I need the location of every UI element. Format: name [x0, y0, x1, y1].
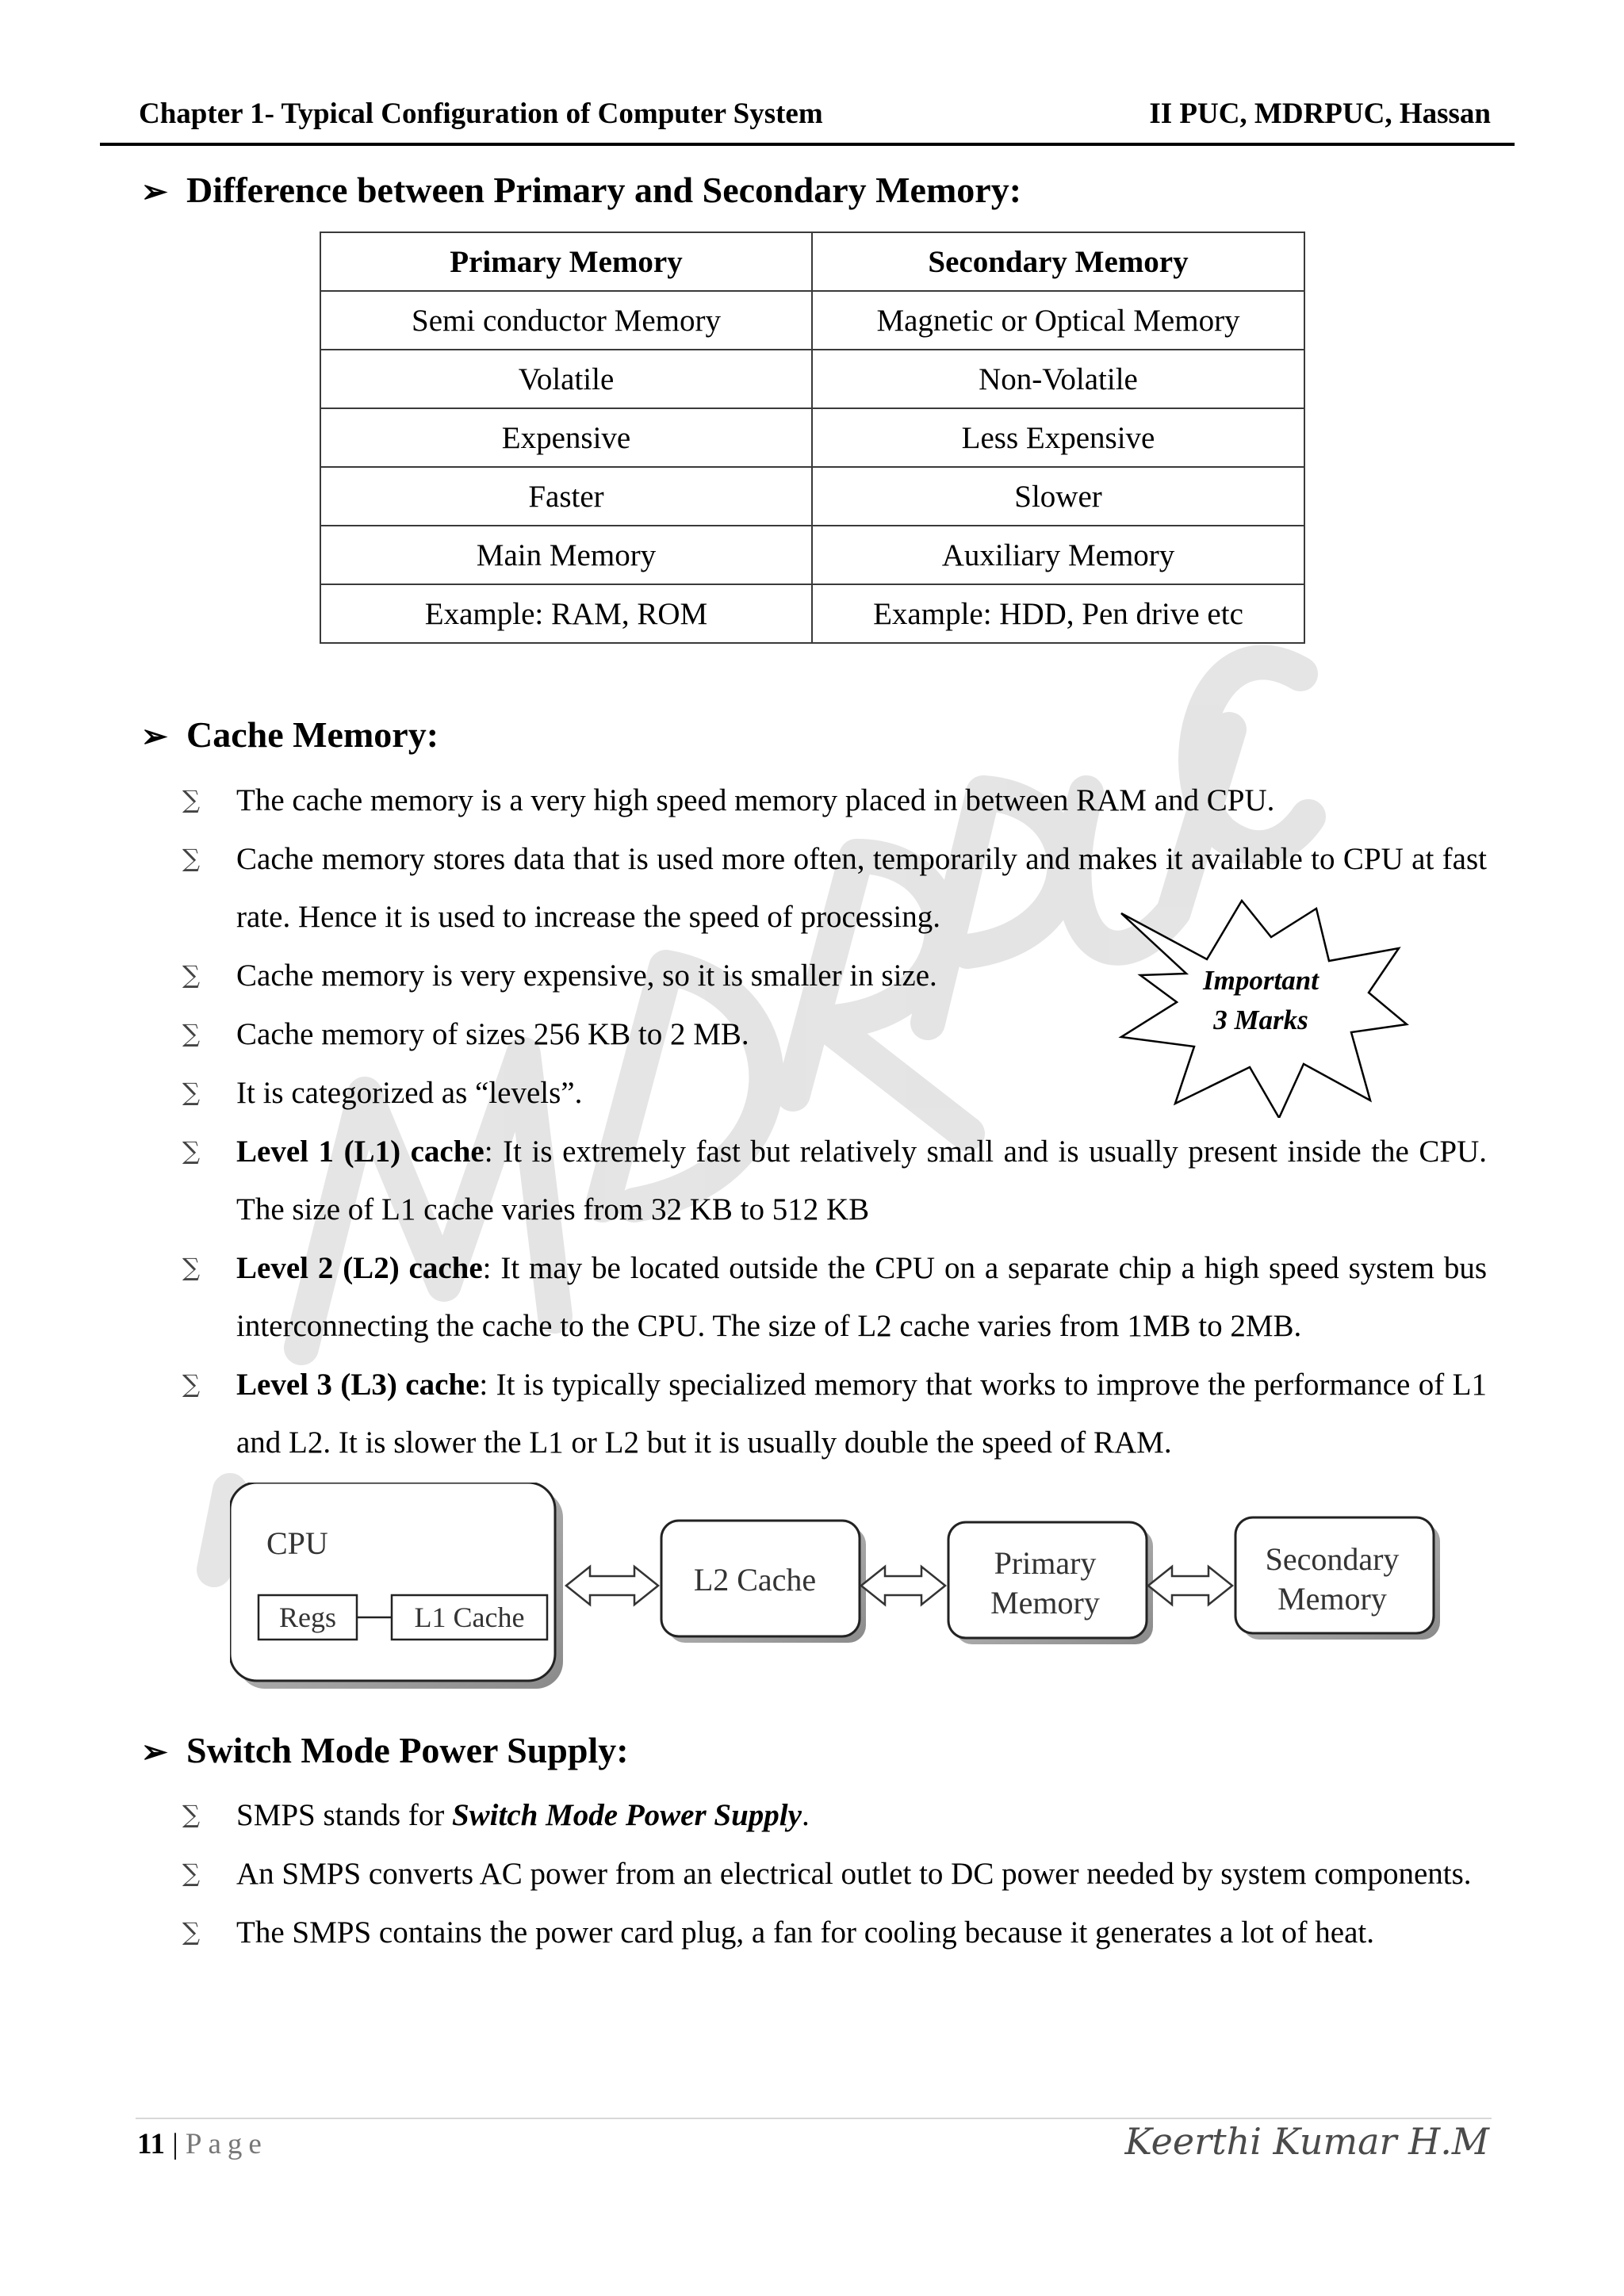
bullet-label: Level 2 (L2) cache [236, 1251, 483, 1285]
secondary-memory-label: Secondary [1265, 1541, 1400, 1577]
primary-memory-label: Memory [990, 1585, 1100, 1621]
secondary-memory-box [1235, 1517, 1440, 1640]
bidirectional-arrow-icon [1148, 1567, 1232, 1605]
regs-label: Regs [279, 1601, 336, 1633]
bullet-text: Cache memory is very expensive, so it is smaller in size. [236, 959, 937, 993]
header-chapter-title: Chapter 1- Typical Configuration of Computer System [139, 98, 823, 130]
author-name: Keerthi Kumar H.M [1124, 2120, 1489, 2163]
table-cell: Semi conductor Memory [320, 291, 812, 350]
sigma-bullet-icon: ∑ [182, 1918, 201, 1946]
bullet-text: Cache memory stores data that is used more often, temporarily and makes it available to CPU at fast rate. Hence it is used to increase the speed of processing. [236, 842, 1487, 934]
bullet-text: : It may be located outside the CPU on a separate chip a high speed system bus interconnecting the cache to the CPU. The size of L2 cache varies from 1MB to 2MB. [236, 1251, 1487, 1343]
bullet-text: . [801, 1798, 810, 1832]
section-heading-cache-memory [141, 714, 439, 756]
sigma-bullet-icon: ∑ [182, 961, 201, 989]
table-row [320, 291, 1304, 350]
header-divider [100, 143, 1515, 146]
important-badge-text [1166, 961, 1356, 1040]
table-row [320, 526, 1304, 584]
bullet-text: An SMPS converts AC power from an electrical outlet to DC power needed by system components. [236, 1857, 1472, 1891]
bidirectional-arrow-icon [861, 1567, 945, 1605]
bullet-text: : It is extremely fast but relatively small and is usually present inside the CPU. The size of L1 cache varies from 32 KB to 512 KB [236, 1135, 1488, 1226]
smps-bullets [182, 1786, 1487, 1961]
page-number [137, 2127, 268, 2161]
sigma-bullet-icon: ∑ [182, 1253, 201, 1282]
table-cell: Example: RAM, ROM [320, 584, 812, 643]
table-cell: Non-Volatile [812, 350, 1304, 408]
sigma-bullet-icon: ∑ [182, 1020, 201, 1048]
header-institution: II PUC, MDRPUC, Hassan [1149, 98, 1491, 130]
sigma-bullet-icon: ∑ [182, 1859, 201, 1888]
l2-cache-label: L2 Cache [693, 1562, 817, 1598]
list-item [182, 1123, 1487, 1238]
table-row [320, 408, 1304, 467]
table-cell: Example: HDD, Pen drive etc [812, 584, 1304, 643]
badge-line: Important [1203, 965, 1319, 996]
table-row [320, 350, 1304, 408]
l1-cache-label: L1 Cache [414, 1601, 525, 1633]
sigma-bullet-icon: ∑ [182, 1800, 201, 1829]
section-title: Difference between Primary and Secondary Memory: [186, 170, 1022, 210]
badge-line: 3 Marks [1213, 1004, 1308, 1035]
page-number-value: 11 [137, 2128, 165, 2160]
primary-memory-label: Primary [994, 1545, 1097, 1581]
secondary-memory-label: Memory [1277, 1581, 1387, 1617]
section-title: Switch Mode Power Supply: [186, 1730, 629, 1770]
section-title: Cache Memory: [186, 714, 439, 755]
memory-comparison-table [320, 232, 1305, 644]
table-row [320, 584, 1304, 643]
list-item [182, 771, 1487, 829]
cache-hierarchy-diagram [230, 1483, 1451, 1705]
bullet-text: The cache memory is a very high speed memory placed in between RAM and CPU. [236, 783, 1275, 817]
page-header [139, 97, 1491, 138]
bullet-text: The SMPS contains the power card plug, a fan for cooling because it generates a lot of heat. [236, 1915, 1374, 1950]
list-item [182, 1786, 1487, 1844]
sigma-bullet-icon: ∑ [182, 786, 201, 814]
cpu-label: CPU [266, 1525, 328, 1561]
table-header-row [320, 232, 1304, 291]
table-header-cell: Secondary Memory [812, 232, 1304, 291]
sigma-bullet-icon: ∑ [182, 844, 201, 873]
bullet-label: Level 3 (L3) cache [236, 1368, 480, 1402]
bullet-text: : It is typically specialized memory that works to improve the performance of L1 and L2. It is slower the L1 or L2 but it is usually double the speed of RAM. [236, 1368, 1487, 1460]
list-item [182, 1845, 1487, 1903]
list-item [182, 1356, 1487, 1471]
footer-divider [136, 2118, 1492, 2119]
list-item [182, 1239, 1487, 1355]
bullet-text: It is categorized as “levels”. [236, 1076, 583, 1110]
table-cell: Main Memory [320, 526, 812, 584]
l2-cache-box [661, 1521, 866, 1643]
table-cell: Volatile [320, 350, 812, 408]
section-heading-memory-difference [141, 169, 1021, 211]
table-header-cell: Primary Memory [320, 232, 812, 291]
arrow-bullet-icon: ➢ [141, 174, 168, 209]
table-cell: Faster [320, 467, 812, 526]
table-cell: Auxiliary Memory [812, 526, 1304, 584]
page-number-separator: | [164, 2128, 186, 2160]
bullet-label: Level 1 (L1) cache [236, 1135, 485, 1169]
table-cell: Slower [812, 467, 1304, 526]
sigma-bullet-icon: ∑ [182, 1137, 201, 1165]
bidirectional-arrow-icon [566, 1567, 658, 1605]
bullet-text: SMPS stands for [236, 1798, 452, 1832]
cpu-box [230, 1483, 563, 1689]
primary-memory-box [948, 1522, 1153, 1644]
sigma-bullet-icon: ∑ [182, 1078, 201, 1107]
list-item [182, 1904, 1487, 1961]
arrow-bullet-icon: ➢ [141, 1734, 168, 1770]
page-label: Page [185, 2128, 268, 2160]
sigma-bullet-icon: ∑ [182, 1370, 201, 1399]
section-heading-smps [141, 1729, 629, 1771]
bullet-text: Cache memory of sizes 256 KB to 2 MB. [236, 1017, 749, 1051]
table-cell: Expensive [320, 408, 812, 467]
bullet-emphasis: Switch Mode Power Supply [451, 1798, 802, 1832]
table-cell: Magnetic or Optical Memory [812, 291, 1304, 350]
table-row [320, 467, 1304, 526]
arrow-bullet-icon: ➢ [141, 718, 168, 754]
cache-memory-bullets [182, 771, 1487, 1471]
table-cell: Less Expensive [812, 408, 1304, 467]
